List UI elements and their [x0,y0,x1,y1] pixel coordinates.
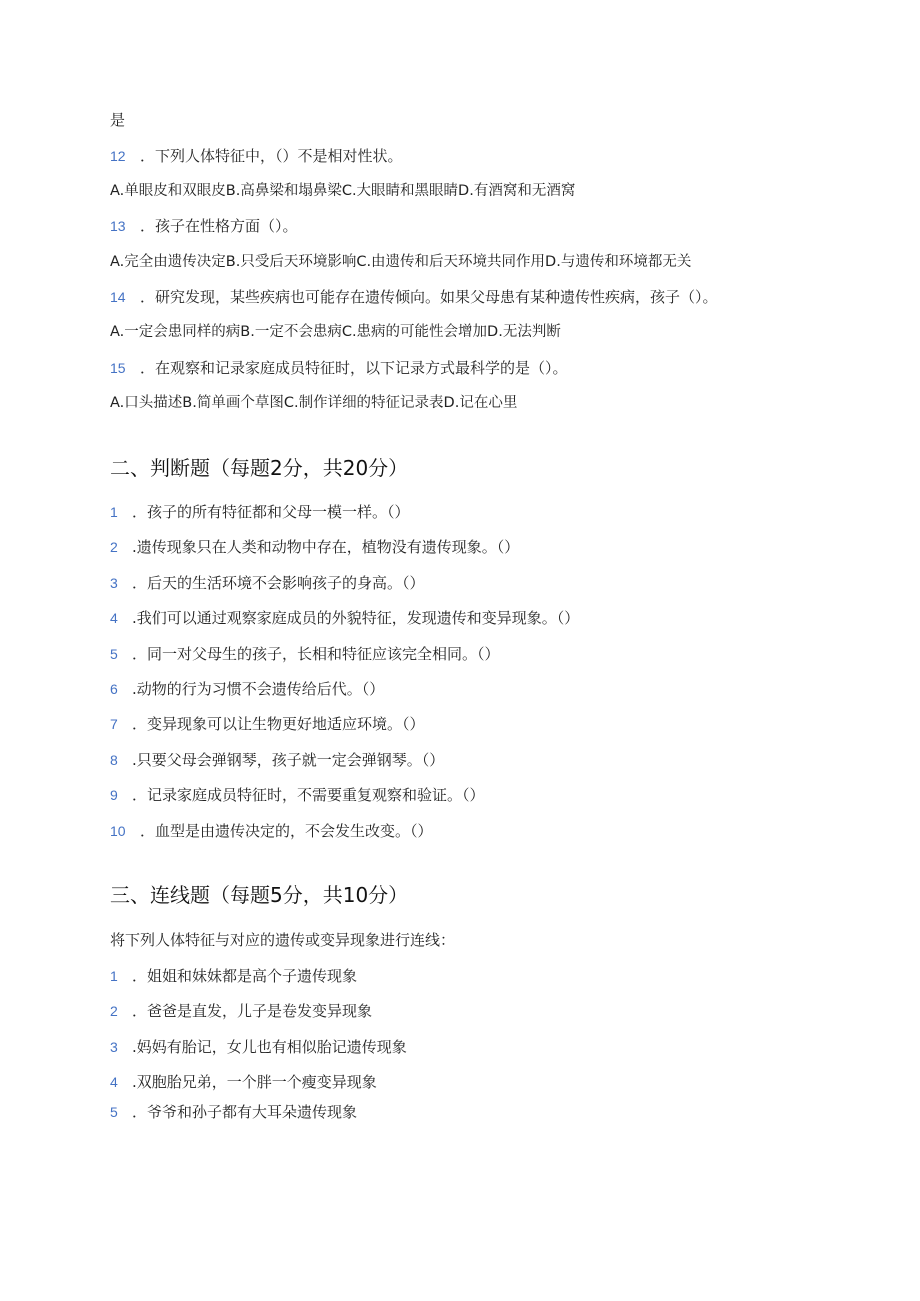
tf-item [110,502,410,522]
question-number: 14 [110,289,126,305]
item-number: 5 [110,1104,118,1120]
item-text: ．变异现象可以让生物更好地适应环境。（） [132,715,425,733]
item-number: 1 [110,968,118,984]
question-12 [110,146,403,166]
item-text: .我们可以通过观察家庭成员的外貌特征，发现遗传和变异现象。（） [132,609,580,627]
question-text: ．孩子在性格方面（）。 [140,217,298,235]
section-heading-matching: 三、连线题（每题5分，共10分） [110,883,409,907]
item-text: .妈妈有胎记，女儿也有相似胎记遗传现象 [132,1038,407,1056]
tf-item [110,750,444,770]
matching-instruction: 将下列人体特征与对应的遗传或变异现象进行连线： [110,931,456,949]
item-number: 7 [110,716,118,732]
question-text: ．下列人体特征中，（）不是相对性状。 [140,147,403,165]
tf-item [110,714,425,734]
item-number: 1 [110,504,118,520]
question-14 [110,287,718,307]
question-number: 12 [110,148,126,164]
item-text: ．记录家庭成员特征时，不需要重复观察和验证。（） [132,786,485,804]
item-number: 3 [110,575,118,591]
question-text: ．研究发现，某些疾病也可能存在遗传倾向。如果父母患有某种遗传性疾病，孩子（）。 [140,288,718,306]
intro-tail-text: 是 [110,111,126,129]
item-number: 3 [110,1039,118,1055]
item-number: 9 [110,787,118,803]
item-number: 2 [110,539,118,555]
item-text: ．后天的生活环境不会影响孩子的身高。（） [132,574,425,592]
question-13-options: A.完全由遗传决定B.只受后天环境影响C.由遗传和后天环境共同作用D.与遗传和环境都无关 [110,254,692,270]
tf-item [110,785,485,805]
section-heading-true-false: 二、判断题（每题2分，共20分） [110,456,409,480]
item-number: 2 [110,1003,118,1019]
question-text: ．在观察和记录家庭成员特征时，以下记录方式最科学的是（）。 [140,359,568,377]
tf-item [110,644,500,664]
question-15-options: A.口头描述B.简单画个草图C.制作详细的特征记录表D.记在心里 [110,395,518,411]
item-text: .动物的行为习惯不会遗传给后代。（） [132,680,385,698]
item-text: ．姐姐和妹妹都是高个子遗传现象 [132,967,358,985]
item-number: 6 [110,681,118,697]
item-text: .双胞胎兄弟，一个胖一个瘦变异现象 [132,1073,377,1091]
item-text: ．血型是由遗传决定的，不会发生改变。（） [140,822,433,840]
item-number: 4 [110,1074,118,1090]
tf-item [110,537,519,557]
question-number: 13 [110,218,126,234]
tf-item [110,679,384,699]
matching-item [110,966,357,986]
item-number: 4 [110,610,118,626]
matching-item [110,1037,407,1057]
question-15 [110,358,568,378]
question-14-options: A.一定会患同样的病B.一定不会患病C.患病的可能性会增加D.无法判断 [110,324,561,340]
item-text: ．同一对父母生的孩子，长相和特征应该完全相同。（） [132,645,500,663]
item-text: .只要父母会弹钢琴，孩子就一定会弹钢琴。（） [132,751,445,769]
item-number: 8 [110,752,118,768]
item-text: ．孩子的所有特征都和父母一模一样。（） [132,503,410,521]
question-12-options: A.单眼皮和双眼皮B.高鼻梁和塌鼻梁C.大眼睛和黑眼睛D.有酒窝和无酒窝 [110,183,576,199]
item-number: 10 [110,823,126,839]
question-number: 15 [110,360,126,376]
tf-item [110,821,433,841]
item-number: 5 [110,646,118,662]
item-text: .遗传现象只在人类和动物中存在，植物没有遗传现象。（） [132,538,520,556]
tf-item [110,608,579,628]
matching-item [110,1072,377,1092]
item-text: ．爸爸是直发，儿子是卷发变异现象 [132,1002,373,1020]
matching-item [110,1001,372,1021]
matching-item [110,1102,357,1122]
item-text: ．爷爷和孙子都有大耳朵遗传现象 [132,1103,358,1121]
question-13 [110,216,298,236]
tf-item [110,573,425,593]
